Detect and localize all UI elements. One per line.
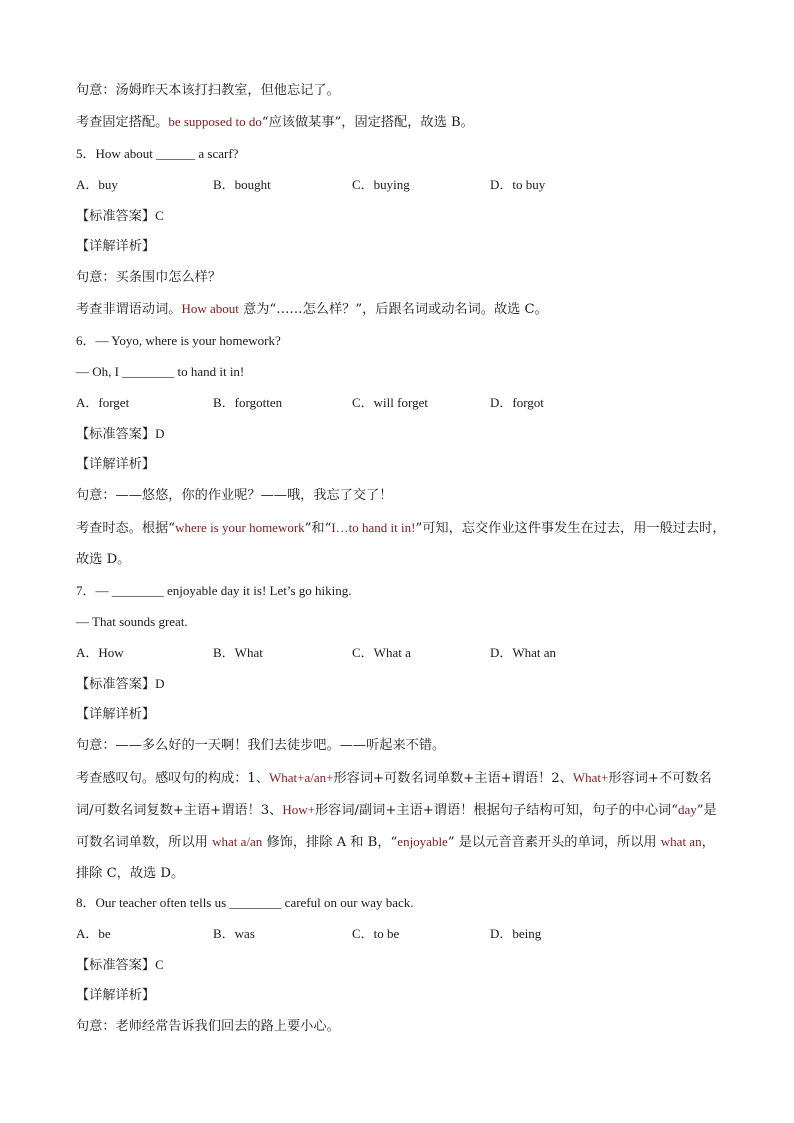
analysis-text: 形容词/副词+主语+谓语！根据句子结构可知，句子的中心词“ [314,803,678,818]
analysis-text: “应该做某事”，固定搭配，故选 B。 [261,115,474,130]
highlight-phrase: I…to hand it in! [331,520,416,535]
option-d: D．What an [490,645,557,660]
q5-detail-label: 【详解详析】 [76,239,156,254]
q6-answer [76,425,165,444]
option-c: C．to be [352,926,400,941]
option-b: B．What [213,645,263,660]
q7-analysis [76,762,726,889]
q6-meaning: 句意：——悠悠，你的作业呢？——哦，我忘了交了！ [76,488,393,503]
option-a: A．How [76,645,124,660]
analysis-text: ”和“ [304,521,332,536]
q7-detail-label: 【详解详析】 [76,707,156,722]
highlight-phrase: what an [660,834,702,849]
answer-value: D [155,676,165,691]
option-a: A．forget [76,395,130,410]
q5-analysis [76,300,548,319]
prev-meaning: 句意：汤姆昨天本该打扫教室，但他忘记了。 [76,83,340,98]
answer-label: 【标准答案】 [76,677,156,692]
option-b: B．forgotten [213,395,283,410]
answer-value: D [155,426,165,441]
option-d: D．being [490,926,542,941]
option-c: C．What a [352,645,411,660]
option-b: B．bought [213,177,271,192]
q5-meaning: 句意：买条围巾怎么样？ [76,270,222,285]
q7-stem-1: 7．— ________ enjoyable day it is! Let’s go hiking. [76,583,352,598]
option-c: C．will forget [352,395,428,410]
option-d: D．forgot [490,395,544,410]
analysis-text: 考查非谓语动词。 [76,302,182,317]
q6-detail-label: 【详解详析】 [76,457,156,472]
answer-label: 【标准答案】 [76,958,156,973]
q7-meaning: 句意：——多么好的一天啊！我们去徒步吧。——听起来不错。 [76,738,446,753]
option-a: A．be [76,926,111,941]
highlight-phrase: be supposed to do [168,114,262,129]
analysis-text: 形容词+可数名词单数+主语+谓语！2、 [333,771,573,786]
analysis-text: ，排除 C，故选 D。 [76,835,715,881]
answer-value: C [155,208,164,223]
q6-stem-1: 6．— Yoyo, where is your homework? [76,333,281,348]
highlight-phrase: How+ [282,802,315,817]
q8-meaning: 句意：老师经常告诉我们回去的路上要小心。 [76,1019,340,1034]
highlight-phrase: enjoyable [397,834,448,849]
highlight-phrase: What+a/an+ [269,770,334,785]
q7-answer [76,675,165,694]
q8-answer [76,956,164,975]
analysis-text: 形容词+不可数名词/可数名词复数+主语+谓语！3、 [76,771,712,818]
answer-label: 【标准答案】 [76,427,156,442]
q7-stem-2: — That sounds great. [76,614,188,629]
option-b: B．was [213,926,255,941]
q6-stem-2: — Oh, I ________ to hand it in! [76,364,245,379]
analysis-text: 考查时态。根据“ [76,521,176,536]
analysis-text: 考查感叹句。感叹句的构成：1、 [76,771,270,786]
q5-answer [76,207,164,226]
analysis-text: ” 是以元音音素开头的单词，所以用 [447,835,661,850]
q6-analysis [76,512,726,575]
q5-stem: 5．How about ______ a scarf? [76,146,239,161]
answer-value: C [155,957,164,972]
option-d: D．to buy [490,177,546,192]
highlight-phrase: How about [181,301,239,316]
option-a: A．buy [76,177,118,192]
highlight-phrase: What+ [572,770,609,785]
analysis-text: 意为“……怎么样？”，后跟名词或动名词。故选 C。 [238,302,548,317]
highlight-phrase: day [677,802,697,817]
option-c: C．buying [352,177,410,192]
analysis-text: ”是可数名词单数，所以用 [76,803,717,850]
answer-label: 【标准答案】 [76,209,156,224]
highlight-phrase: what a/an [212,834,263,849]
prev-analysis [76,113,474,132]
analysis-text: 修饰，排除 A 和 B，“ [262,835,398,850]
q8-stem: 8．Our teacher often tells us ________ careful on our way back. [76,895,414,910]
analysis-text: ”可知，忘交作业这件事发生在过去，用一般过去时，故选 D。 [76,521,726,567]
q8-detail-label: 【详解详析】 [76,988,156,1003]
highlight-phrase: where is your homework [175,520,305,535]
analysis-text: 考查固定搭配。 [76,115,169,130]
